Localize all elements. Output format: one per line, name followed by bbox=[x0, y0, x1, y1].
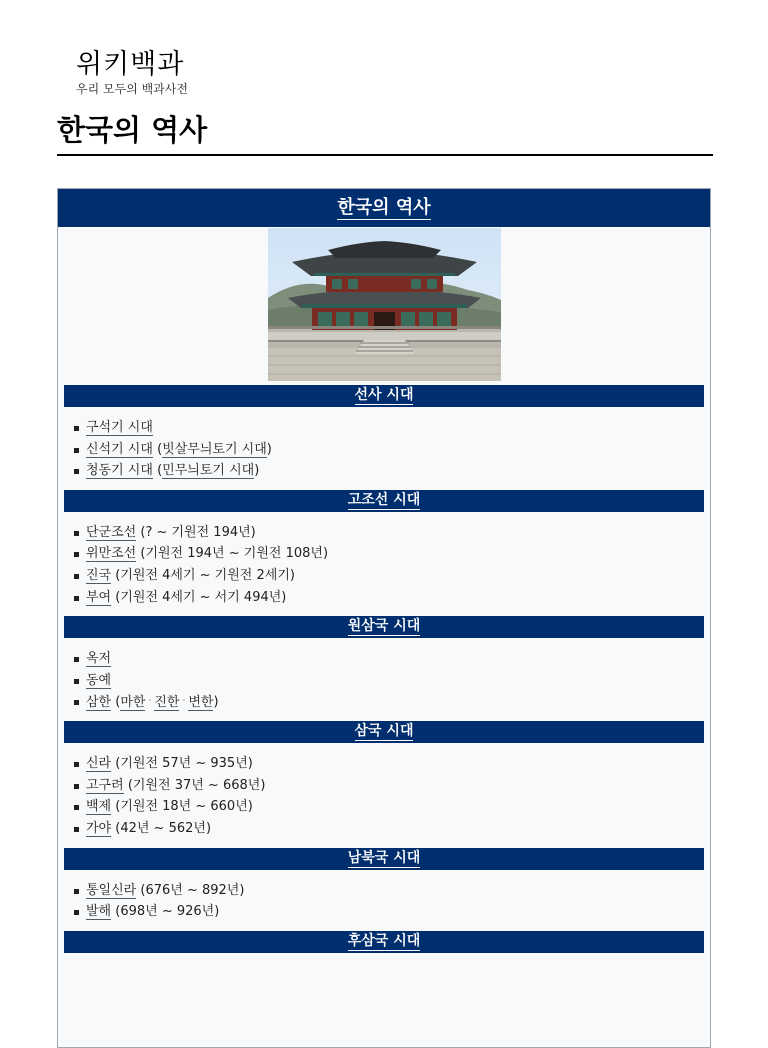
period-dates: (42년 ~ 562년) bbox=[111, 821, 212, 837]
section-header bbox=[64, 848, 704, 870]
list-item bbox=[72, 796, 710, 818]
list-item bbox=[72, 670, 710, 692]
paren-open: ( bbox=[152, 463, 163, 479]
paren-close: ) bbox=[213, 694, 219, 710]
separator-dot: · bbox=[148, 696, 152, 707]
period-link[interactable]: 부여 bbox=[86, 589, 112, 605]
period-link[interactable]: 진국 bbox=[86, 567, 112, 583]
alt-name-link[interactable]: 민무늬토기 시대 bbox=[162, 463, 255, 479]
period-link[interactable]: 위만조선 bbox=[86, 546, 137, 562]
period-dates: (기원전 4세기 ~ 기원전 2세기) bbox=[111, 567, 295, 583]
subgroup-link[interactable]: 변한 bbox=[188, 694, 214, 710]
period-dates: (기원전 57년 ~ 935년) bbox=[111, 756, 253, 772]
period-dates: (? ~ 기원전 194년) bbox=[136, 524, 256, 540]
period-link[interactable]: 삼한 bbox=[86, 694, 112, 710]
period-link[interactable]: 구석기 시대 bbox=[86, 420, 153, 435]
period-link[interactable]: 고구려 bbox=[86, 777, 124, 793]
period-dates: (기원전 4세기 ~ 서기 494년) bbox=[111, 589, 287, 605]
list-item bbox=[72, 648, 710, 670]
period-link[interactable]: 통일신라 bbox=[86, 882, 137, 898]
list-item bbox=[72, 775, 710, 797]
section-header bbox=[64, 490, 704, 512]
alt-name-link[interactable]: 빗살무늬토기 시대 bbox=[162, 441, 267, 457]
list-item bbox=[72, 565, 710, 587]
paren-open: ( bbox=[111, 694, 121, 710]
list-item bbox=[72, 901, 710, 923]
paren-open: ( bbox=[152, 441, 163, 457]
section-header-link[interactable]: 삼국 시대 bbox=[354, 723, 414, 740]
list-item bbox=[72, 522, 710, 544]
title-divider bbox=[57, 154, 713, 156]
period-link[interactable]: 청동기 시대 bbox=[86, 463, 153, 479]
list-item bbox=[72, 818, 710, 840]
list-item bbox=[72, 753, 710, 775]
history-infobox bbox=[57, 188, 711, 1048]
list-item bbox=[72, 417, 710, 439]
section-header-link[interactable]: 선사 시대 bbox=[354, 387, 414, 403]
palace-photo[interactable] bbox=[268, 228, 501, 381]
infobox-title-link[interactable]: 한국의 역사 bbox=[337, 196, 431, 218]
list-item bbox=[72, 439, 710, 461]
infobox-sections bbox=[58, 385, 710, 953]
paren-close: ) bbox=[266, 441, 272, 457]
separator-dot: · bbox=[182, 696, 186, 707]
section-header-link[interactable]: 후삼국 시대 bbox=[347, 932, 421, 949]
list-item bbox=[72, 460, 710, 482]
section-header-link[interactable]: 고조선 시대 bbox=[347, 491, 421, 508]
section-header-link[interactable]: 원삼국 시대 bbox=[347, 618, 421, 635]
list-item bbox=[72, 587, 710, 609]
site-logo[interactable] bbox=[76, 48, 188, 96]
section-header bbox=[64, 931, 704, 953]
section-list bbox=[58, 638, 710, 717]
period-dates: (기원전 194년 ~ 기원전 108년) bbox=[136, 546, 329, 562]
section-list bbox=[58, 407, 710, 486]
section-list bbox=[58, 743, 710, 843]
period-link[interactable]: 발해 bbox=[86, 904, 112, 920]
period-dates: (698년 ~ 926년) bbox=[111, 904, 220, 920]
period-link[interactable]: 가야 bbox=[86, 821, 112, 837]
period-link[interactable]: 신석기 시대 bbox=[86, 441, 153, 457]
section-header bbox=[64, 721, 704, 743]
period-dates: (기원전 18년 ~ 660년) bbox=[111, 799, 253, 815]
period-link[interactable]: 신라 bbox=[86, 756, 112, 772]
logo-tagline: 우리 모두의 백과사전 bbox=[76, 82, 188, 96]
period-dates: (676년 ~ 892년) bbox=[136, 882, 245, 898]
list-item bbox=[72, 880, 710, 902]
logo-wordmark: 위키백과 bbox=[76, 49, 185, 80]
subgroup-link[interactable]: 마한 bbox=[120, 694, 146, 710]
palace-illustration bbox=[268, 228, 501, 381]
period-link[interactable]: 옥저 bbox=[86, 651, 112, 667]
section-list bbox=[58, 870, 710, 927]
period-link[interactable]: 동예 bbox=[86, 672, 112, 688]
list-item bbox=[72, 543, 710, 565]
list-item bbox=[72, 691, 710, 713]
subgroup-link[interactable]: 진한 bbox=[154, 694, 180, 710]
section-list bbox=[58, 512, 710, 612]
period-link[interactable]: 단군조선 bbox=[86, 524, 137, 540]
period-link[interactable]: 백제 bbox=[86, 799, 112, 815]
section-header bbox=[64, 616, 704, 638]
section-header bbox=[64, 385, 704, 407]
paren-close: ) bbox=[254, 463, 260, 479]
period-dates: (기원전 37년 ~ 668년) bbox=[123, 777, 266, 793]
section-header-link[interactable]: 남북국 시대 bbox=[347, 849, 421, 866]
page-title: 한국의 역사 bbox=[57, 113, 208, 147]
infobox-title bbox=[58, 189, 710, 227]
